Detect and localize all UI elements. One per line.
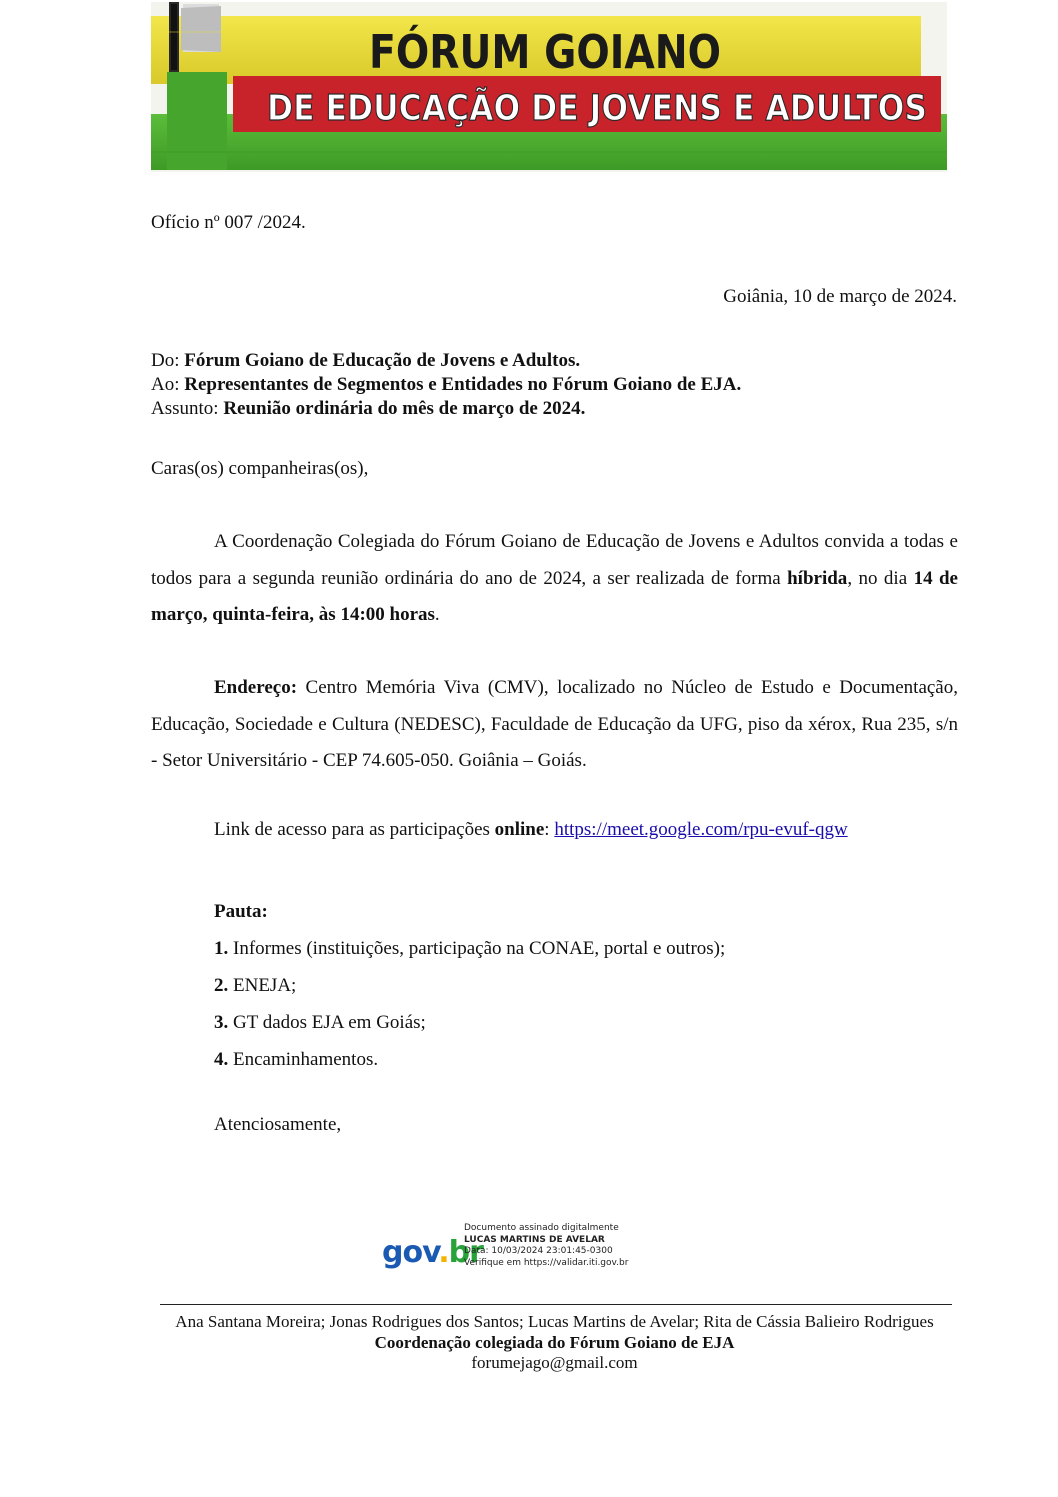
govbr-logo-gov: gov xyxy=(382,1235,439,1270)
to-value: Representantes de Segmentos e Entidades no Fórum Goiano de EJA. xyxy=(184,374,742,395)
to-label: Ao: xyxy=(151,374,180,395)
address-text: Centro Memória Viva (CMV), localizado no Núcleo de Estudo e Documentação, Educação, Sociedade e Cultura (NEDESC), Faculdade de Educação da UFG, piso da xérox, Rua 235, s/n - Setor Universitário - CEP 74.605-050. Goiânia – Goiás. xyxy=(151,677,958,771)
agenda-item-number: 1. xyxy=(214,938,229,959)
invitation-text-3: . xyxy=(434,604,440,625)
signature-line1: Documento assinado digitalmente xyxy=(464,1223,619,1233)
govbr-logo-br: br xyxy=(448,1235,483,1270)
closing: Atenciosamente, xyxy=(214,1114,342,1135)
agenda-title: Pauta: xyxy=(214,901,268,922)
meet-link[interactable]: https://meet.google.com/rpu-evuf-qgw xyxy=(554,819,848,840)
forum-banner xyxy=(151,2,1023,172)
to-line xyxy=(151,373,958,397)
footer xyxy=(151,1312,958,1374)
signature-details xyxy=(464,1223,628,1269)
office-number: Ofício nº 007 /2024. xyxy=(151,212,306,233)
agenda-item-number: 3. xyxy=(214,1012,229,1033)
signer-name: LUCAS MARTINS DE AVELAR xyxy=(464,1234,605,1245)
digital-signature xyxy=(382,1220,642,1282)
from-line xyxy=(151,349,958,373)
signature-date: Data: 10/03/2024 23:01:45-0300 xyxy=(464,1246,613,1256)
meeting-format: híbrida xyxy=(787,567,848,589)
agenda-item xyxy=(214,930,725,967)
from-value: Fórum Goiano de Educação de Jovens e Adultos. xyxy=(184,350,581,371)
greeting: Caras(os) companheiras(os), xyxy=(151,458,369,479)
subject-label: Assunto: xyxy=(151,398,219,419)
access-prefix: Link de acesso para as participações xyxy=(214,819,495,840)
govbr-logo-dot: . xyxy=(438,1235,449,1270)
agenda-item-text: ENEJA; xyxy=(228,975,297,996)
from-label: Do: xyxy=(151,350,180,371)
agenda-item-text: GT dados EJA em Goiás; xyxy=(228,1012,426,1033)
agenda-item-number: 4. xyxy=(214,1049,229,1070)
agenda xyxy=(214,893,725,1078)
invitation-paragraph xyxy=(151,524,958,634)
agenda-item-text: Informes (instituições, participação na CONAE, portal e outros); xyxy=(228,938,726,959)
banner-graphic xyxy=(151,2,1023,172)
footer-divider xyxy=(160,1304,952,1305)
meeting-datetime: 14 de março, quinta-feira, às 14:00 horas xyxy=(151,567,958,625)
access-online: online xyxy=(494,819,545,840)
signature-verify: Verifique em https://validar.iti.gov.br xyxy=(464,1257,629,1268)
invitation-text-2: , no dia xyxy=(847,567,914,589)
agenda-item xyxy=(214,1041,725,1078)
access-colon: : xyxy=(544,819,555,840)
address-label: Endereço: xyxy=(214,677,298,698)
agenda-item xyxy=(214,1004,725,1041)
subject-line xyxy=(151,397,958,421)
invitation-text-1: A Coordenação Colegiada do Fórum Goiano de Educação de Jovens e Adultos convida a todas e todos para a segunda reunião ordinária do ano de 2024, a ser realizada de forma xyxy=(151,531,958,589)
banner-title-line1: FÓRUM GOIANO xyxy=(369,25,721,79)
agenda-item xyxy=(214,967,725,1004)
subject-value: Reunião ordinária do mês de março de 2024. xyxy=(223,398,586,419)
agenda-item-number: 2. xyxy=(214,975,229,996)
address-paragraph xyxy=(151,670,958,780)
letter-date: Goiânia, 10 de março de 2024. xyxy=(723,286,957,307)
agenda-item-text: Encaminhamentos. xyxy=(228,1049,379,1070)
access-line xyxy=(214,818,848,842)
footer-coordination: Coordenação colegiada do Fórum Goiano de EJA xyxy=(374,1332,735,1352)
footer-members: Ana Santana Moreira; Jonas Rodrigues dos Santos; Lucas Martins de Avelar; Rita de Cássia Balieiro Rodrigues xyxy=(175,1312,934,1331)
letter-header xyxy=(151,349,958,421)
footer-email: forumejago@gmail.com xyxy=(471,1353,638,1372)
banner-title-line2: DE EDUCAÇÃO DE JOVENS E ADULTOS xyxy=(267,88,1023,129)
